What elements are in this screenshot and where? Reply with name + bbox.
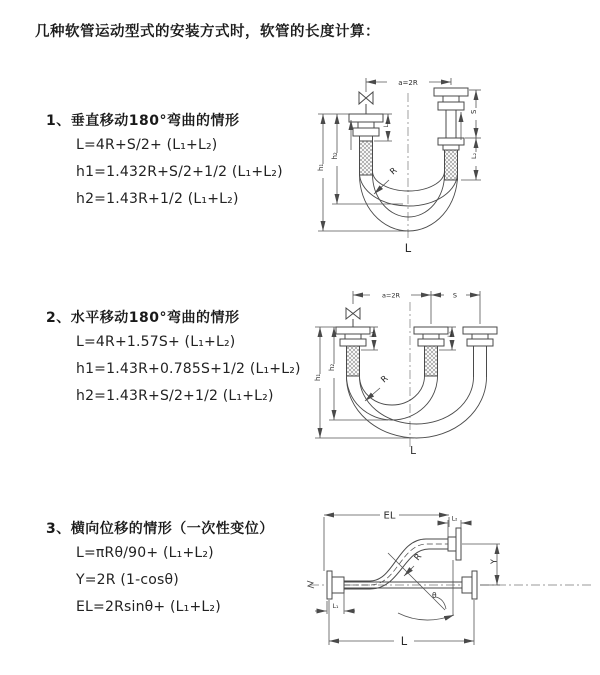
formula-3-1: L=πRθ/90+ (L₁+L₂) xyxy=(76,545,214,561)
length-label: L xyxy=(410,445,416,457)
dim-el-label: EL xyxy=(383,510,396,522)
length-label: L xyxy=(400,634,408,648)
dim-l2-label: L₂ xyxy=(447,331,454,337)
right-fitting xyxy=(463,327,497,377)
dim-l1 xyxy=(315,591,355,614)
hose-displaced-position xyxy=(344,539,448,589)
page-title: 几种软管运动型式的安装方式时，软管的长度计算： xyxy=(35,24,380,40)
formula-3-2: Y=2R (1-cosθ) xyxy=(76,572,179,588)
right-flange xyxy=(462,571,477,599)
dim-el xyxy=(324,511,449,572)
dim-a2r-label: a=2R xyxy=(398,78,418,87)
hose-curves xyxy=(347,373,487,438)
braid-section xyxy=(360,141,373,175)
dim-l1-label: L₁ xyxy=(332,603,339,610)
dim-l2-label: L₂ xyxy=(451,515,458,523)
top-flange xyxy=(448,528,461,560)
left-fitting xyxy=(349,114,383,175)
middle-fitting xyxy=(414,327,448,376)
radius-label: R xyxy=(379,373,391,386)
left-flange xyxy=(327,571,344,599)
left-fitting xyxy=(336,327,370,376)
section-1-heading: 1、垂直移动180°弯曲的情形 xyxy=(46,113,240,129)
dim-l2 xyxy=(440,516,469,538)
valve-icon xyxy=(359,92,373,114)
dim-a2r-label: a=2R xyxy=(381,291,401,300)
formula-1-1: L=4R+S/2+ (L₁+L₂) xyxy=(76,137,218,153)
braid-section xyxy=(425,346,438,376)
formula-2-2: h1=1.43R+0.785S+1/2 (L₁+L₂) xyxy=(76,361,301,377)
section-2-heading: 2、水平移动180°弯曲的情形 xyxy=(46,310,240,326)
diagram-lateral-displacement xyxy=(302,503,600,660)
dim-l2-label: L₂ xyxy=(470,152,478,159)
formula-1-3: h2=1.43R+1/2 (L₁+L₂) xyxy=(76,191,239,207)
valve-icon xyxy=(346,308,360,327)
dim-h1-label: h₁ xyxy=(314,373,322,381)
break-mark xyxy=(307,581,314,588)
dim-l xyxy=(329,600,474,648)
braid-section xyxy=(445,150,458,180)
dim-y-label: Y xyxy=(489,559,499,564)
formula-1-2: h1=1.432R+S/2+1/2 (L₁+L₂) xyxy=(76,164,283,180)
dim-s xyxy=(465,90,481,138)
section-3-heading: 3、横向位移的情形（一次性变位） xyxy=(46,521,274,537)
diagram-horizontal-travel xyxy=(310,282,598,458)
dim-a2r xyxy=(353,291,480,324)
diagram-vertical-travel xyxy=(313,68,588,265)
radius-label: R xyxy=(412,551,425,563)
dim-h1-label: h₁ xyxy=(317,163,325,171)
braid-section xyxy=(347,346,360,376)
dim-h2-label: h₂ xyxy=(328,363,336,371)
hose-curves xyxy=(360,171,458,231)
formula-2-3: h2=1.43R+S/2+1/2 (L₁+L₂) xyxy=(76,388,274,404)
angle-construction xyxy=(388,553,454,620)
formula-2-1: L=4R+1.57S+ (L₁+L₂) xyxy=(76,334,236,350)
dim-s xyxy=(431,292,480,300)
dim-s-label: S xyxy=(470,109,478,114)
dim-l1-label: L₁ xyxy=(369,331,376,337)
length-label: L xyxy=(404,241,412,255)
dim-l1-label: L₁ xyxy=(383,121,390,128)
right-fitting xyxy=(434,88,468,180)
theta-label: θ xyxy=(432,591,437,600)
dim-h2-label: h₂ xyxy=(331,152,339,160)
dim-s-label: S xyxy=(452,291,458,300)
formula-3-3: EL=2Rsinθ+ (L₁+L₂) xyxy=(76,599,221,615)
radius-label: R xyxy=(388,165,400,178)
